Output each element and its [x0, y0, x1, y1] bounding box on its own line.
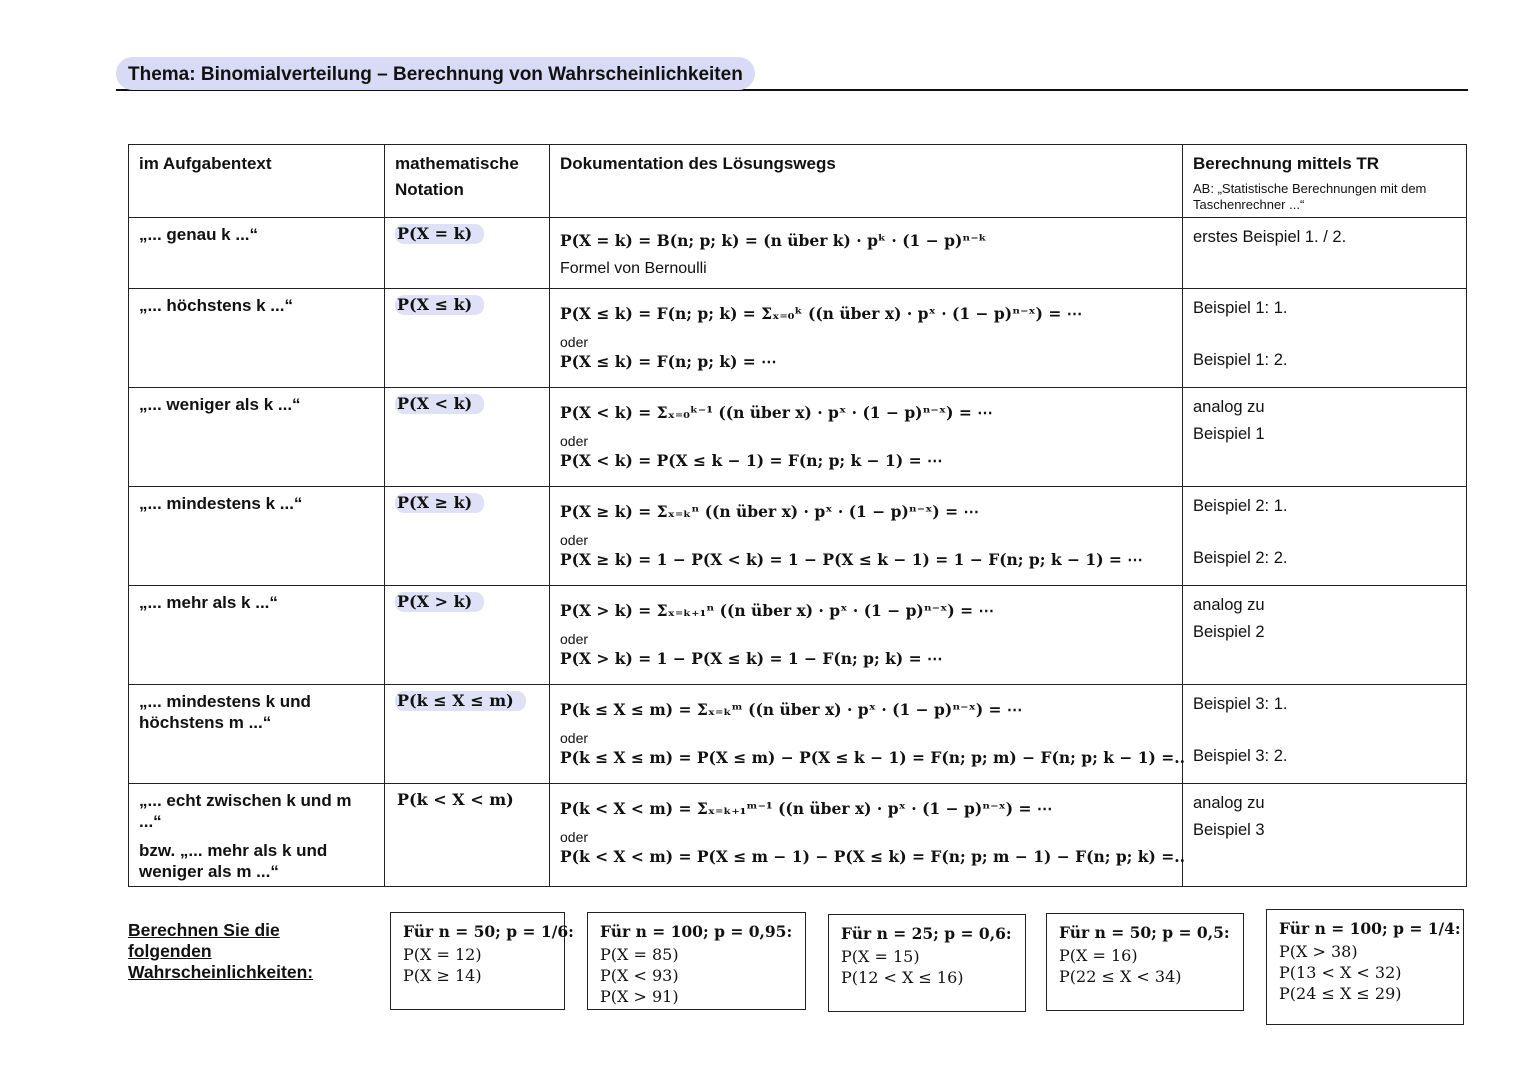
row-text: „... mehr als k ...“	[129, 586, 385, 685]
task-box-header: Für n = 100; p = 1/4:	[1279, 919, 1461, 938]
table-row	[129, 388, 1467, 487]
row-text: „... mindestens k ...“	[129, 487, 385, 586]
task-item: P(X ≥ 14)	[403, 966, 482, 985]
tr-reference-1: analog zu	[1193, 596, 1265, 614]
oder-label: oder	[560, 730, 589, 746]
oder-label: oder	[560, 829, 589, 845]
row-text-cell	[129, 784, 385, 887]
row-tr-cell	[1183, 218, 1467, 289]
row-text: „... mindestens k und höchstens m ...“	[129, 685, 385, 784]
row-tr-cell	[1183, 289, 1467, 388]
task-box-header: Für n = 25; p = 0,6:	[841, 924, 1012, 943]
header-notation: mathematische Notation	[385, 145, 550, 218]
row-notation-cell	[385, 487, 550, 586]
row-doc-cell	[550, 487, 1183, 586]
formula-alt: P(k ≤ X ≤ m) = P(X ≤ m) − P(X ≤ k − 1) = F(n; p; m) − F(n; p; k − 1) =..	[560, 748, 1186, 767]
task-box-header: Für n = 100; p = 0,95:	[600, 922, 793, 941]
task-box-5	[1266, 909, 1464, 1025]
row-notation-cell	[385, 784, 550, 887]
notation-pill: P(k < X < m)	[397, 790, 514, 809]
notation-pill: P(X > k)	[395, 592, 484, 612]
task-item: P(X > 91)	[600, 987, 679, 1006]
oder-label: oder	[560, 631, 589, 647]
formula-alt: P(X ≥ k) = 1 − P(X < k) = 1 − P(X ≤ k − 1) = 1 − F(n; p; k − 1) = ⋯	[560, 550, 1143, 569]
oder-label: oder	[560, 334, 589, 350]
page-title: Thema: Binomialverteilung – Berechnung von Wahrscheinlichkeiten	[116, 57, 755, 90]
task-item: P(22 ≤ X < 34)	[1059, 967, 1182, 986]
notation-pill: P(X < k)	[395, 394, 484, 414]
task-item: P(X < 93)	[600, 966, 679, 985]
oder-label: oder	[560, 433, 589, 449]
task-box-1	[390, 912, 574, 1010]
tr-reference: erstes Beispiel 1. / 2.	[1193, 228, 1347, 246]
task-item: P(12 < X ≤ 16)	[841, 968, 964, 987]
row-text: „... weniger als k ...“	[129, 388, 385, 487]
formula-main: P(X < k) = Σₓ₌₀ᵏ⁻¹ ((n über x) · pˣ · (1 − p)ⁿ⁻ˣ) = ⋯	[560, 403, 993, 422]
tr-reference-1: Beispiel 2: 1.	[1193, 497, 1288, 515]
formula-alt: P(k < X < m) = P(X ≤ m − 1) − P(X ≤ k) = F(n; p; m − 1) − F(n; p; k) =..	[560, 847, 1186, 866]
row-notation-cell	[385, 289, 550, 388]
task-item: P(X = 15)	[841, 947, 920, 966]
row-text: „... genau k ...“	[129, 218, 385, 289]
table-row	[129, 685, 1467, 784]
task-box-header: Für n = 50; p = 1/6:	[403, 922, 574, 941]
notation-pill: P(X = k)	[395, 224, 484, 244]
notation-pill: P(k ≤ X ≤ m)	[395, 691, 526, 711]
row-text-alt: bzw. „... mehr als k und weniger als m ...“	[139, 841, 328, 881]
notation-pill: P(X ≤ k)	[395, 295, 484, 315]
row-text: „... höchstens k ...“	[129, 289, 385, 388]
formula-main: P(k < X < m) = Σₓ₌ₖ₊₁ᵐ⁻¹ ((n über x) · pˣ · (1 − p)ⁿ⁻ˣ) = ⋯	[560, 799, 1053, 818]
oder-label: oder	[560, 532, 589, 548]
table-row	[129, 218, 1467, 289]
task-item: P(24 ≤ X ≤ 29)	[1279, 984, 1402, 1003]
table-row	[129, 586, 1467, 685]
row-doc-cell	[550, 685, 1186, 784]
task-item: P(13 < X < 32)	[1279, 963, 1402, 982]
tr-reference-2: Beispiel 3: 2.	[1193, 747, 1288, 765]
row-notation-cell	[385, 218, 550, 289]
tr-reference-1: analog zu	[1193, 398, 1265, 416]
formula-main: P(k ≤ X ≤ m) = Σₓ₌ₖᵐ ((n über x) · pˣ · (1 − p)ⁿ⁻ˣ) = ⋯	[560, 700, 1023, 719]
tr-reference-2: Beispiel 3	[1193, 821, 1265, 839]
row-notation-cell	[385, 586, 550, 685]
formula-main: P(X ≤ k) = F(n; p; k) = Σₓ₌₀ᵏ ((n über x) · pˣ · (1 − p)ⁿ⁻ˣ) = ⋯	[560, 304, 1083, 323]
header-tr-subtitle: AB: „Statistische Berechnungen mit dem Taschenrechner ...“	[1193, 181, 1427, 212]
row-tr-cell	[1183, 784, 1467, 887]
row-tr-cell	[1183, 487, 1467, 586]
row-notation-cell	[385, 685, 550, 784]
table-row	[129, 487, 1467, 586]
row-tr-cell	[1183, 685, 1467, 784]
tr-reference-2: Beispiel 1: 2.	[1193, 351, 1288, 369]
table-row	[129, 784, 1467, 887]
task-item: P(X = 12)	[403, 945, 482, 964]
formula-main: P(X > k) = Σₓ₌ₖ₊₁ⁿ ((n über x) · pˣ · (1 − p)ⁿ⁻ˣ) = ⋯	[560, 601, 994, 620]
tr-reference-1: Beispiel 3: 1.	[1193, 695, 1288, 713]
row-text: „... echt zwischen k und m ...“	[139, 791, 352, 831]
table-header-row	[129, 145, 1467, 218]
tr-reference-1: Beispiel 1: 1.	[1193, 299, 1288, 317]
task-box-2	[587, 912, 806, 1010]
header-dokumentation: Dokumentation des Lösungswegs	[550, 145, 1183, 218]
task-item: P(X > 38)	[1279, 942, 1358, 961]
row-notation-cell	[385, 388, 550, 487]
formula-main: P(X = k) = B(n; p; k) = (n über k) · pᵏ · (1 − p)ⁿ⁻ᵏ	[560, 231, 987, 250]
task-box-header: Für n = 50; p = 0,5:	[1059, 923, 1230, 942]
task-box-4	[1046, 913, 1244, 1011]
table-row	[129, 289, 1467, 388]
row-doc-cell	[550, 388, 1183, 487]
row-doc-cell	[550, 784, 1186, 887]
tr-reference-2: Beispiel 2	[1193, 623, 1265, 641]
formula-alt: P(X ≤ k) = F(n; p; k) = ⋯	[560, 352, 777, 371]
title-bar	[116, 57, 1468, 91]
row-tr-cell	[1183, 388, 1467, 487]
header-aufgabentext: im Aufgabentext	[129, 145, 385, 218]
task-item: P(X = 85)	[600, 945, 679, 964]
tasks-label: Berechnen Sie die folgenden Wahrscheinlichkeiten:	[128, 920, 314, 982]
tr-reference-2: Beispiel 2: 2.	[1193, 549, 1288, 567]
formula-alt: P(X < k) = P(X ≤ k − 1) = F(n; p; k − 1) = ⋯	[560, 451, 943, 470]
task-item: P(X = 16)	[1059, 946, 1138, 965]
formula-alt: P(X > k) = 1 − P(X ≤ k) = 1 − F(n; p; k) = ⋯	[560, 649, 943, 668]
binomial-table	[128, 144, 1467, 887]
row-doc-cell	[550, 218, 1183, 289]
formula-main: P(X ≥ k) = Σₓ₌ₖⁿ ((n über x) · pˣ · (1 − p)ⁿ⁻ˣ) = ⋯	[560, 502, 979, 521]
formula-note: Formel von Bernoulli	[560, 260, 707, 277]
tr-reference-1: analog zu	[1193, 794, 1265, 812]
row-doc-cell	[550, 586, 1183, 685]
row-tr-cell	[1183, 586, 1467, 685]
header-berechnung-tr: Berechnung mittels TR AB: „Statistische Berechnungen mit dem Taschenrechner ...“	[1183, 145, 1467, 218]
tr-reference-2: Beispiel 1	[1193, 425, 1265, 443]
row-doc-cell	[550, 289, 1183, 388]
notation-pill: P(X ≥ k)	[395, 493, 484, 513]
task-box-3	[828, 914, 1026, 1012]
